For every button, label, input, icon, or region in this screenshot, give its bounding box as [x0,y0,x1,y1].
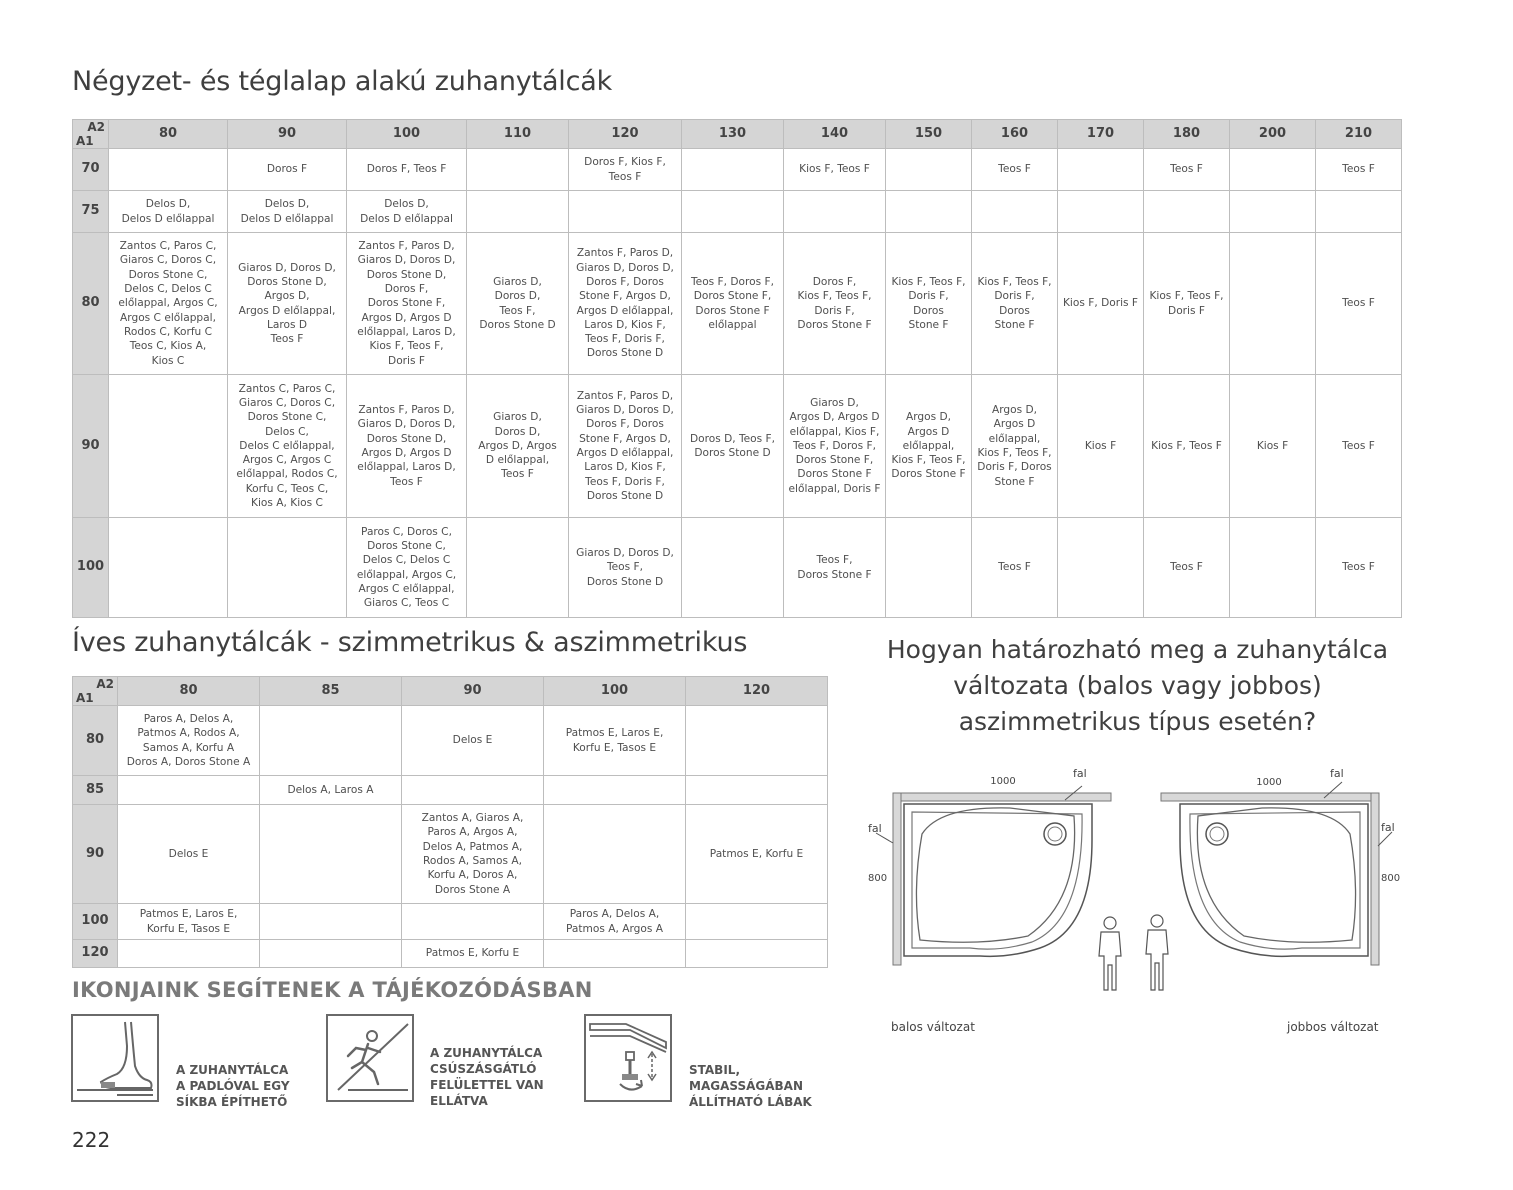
table-row [73,706,828,776]
square-trays-table [72,119,1402,618]
table-row [73,940,828,968]
table-cell: Delos D, Delos D előlappal [347,191,467,233]
column-header: 80 [118,677,260,706]
table-cell: Teos F [1316,149,1402,191]
table-cell: Zantos C, Paros C, Giaros C, Doros C, Doros Stone C, Delos C, Delos C előlappal, Argos C, Argos C előlappal, Rodos C, Korfu C, Teos C, Kios A, Kios C [228,375,347,518]
left-version-drawing [876,786,1111,965]
table-cell [402,776,544,805]
table-cell: Giaros D, Argos D, Argos D előlappal, Kios F, Teos F, Doros F, Doros Stone F, Doros Stone F előlappal, Doris F [784,375,886,518]
column-header: 100 [544,677,686,706]
table-cell [260,805,402,904]
table-cell: Teos F [1316,233,1402,375]
corner-a2-label: A2 [96,677,114,691]
right-height-label: 800 [1381,873,1400,884]
tray-orientation-diagram [860,760,1400,1040]
column-header: 180 [1144,120,1230,149]
table-cell [228,518,347,618]
table-cell [972,191,1058,233]
column-header: 100 [347,120,467,149]
table-cell: Teos F [1144,518,1230,618]
table-cell [1316,191,1402,233]
corner-a1-label: A1 [76,133,94,148]
left-version-caption: balos változat [891,1020,975,1034]
column-header: 140 [784,120,886,149]
table-cell: Zantos F, Paros D, Giaros D, Doros D, Doros Stone D, Doros F, Doros Stone F, Argos D, Argos D előlappal, Laros D, Kios F, Teos F, Doris F [347,233,467,375]
column-header: 150 [886,120,972,149]
left-wall-top-label: fal [1073,767,1087,780]
column-header: 80 [109,120,228,149]
table-cell: Kios F, Teos F [1144,375,1230,518]
table-cell: Doros F, Teos F [347,149,467,191]
table-cell [1058,149,1144,191]
page-number: 222 [72,1128,111,1152]
table-cell: Teos F, Doros Stone F [784,518,886,618]
table-cell [686,940,828,968]
right-version-caption: jobbos változat [1287,1020,1379,1034]
table-cell [686,904,828,940]
table-cell: Zantos F, Paros D, Giaros D, Doros D, Doros Stone D, Argos D, Argos D előlappal, Laros D, Teos F [347,375,467,518]
table-cell [260,940,402,968]
table-cell [1058,191,1144,233]
row-header: 90 [73,805,118,904]
table-cell [467,518,569,618]
table-cell: Doros F, Kios F, Teos F, Doris F, Doros Stone F [784,233,886,375]
table-row [73,904,828,940]
table-cell [544,940,686,968]
floor-level-foot-icon [71,1014,159,1102]
table-cell [118,776,260,805]
table-cell: Zantos A, Giaros A, Paros A, Argos A, Delos A, Patmos A, Rodos A, Samos A, Korfu A, Doros A, Doros Stone A [402,805,544,904]
table-corner [73,677,118,706]
right-width-label: 1000 [1256,777,1282,788]
icon-label-floor-level: A ZUHANYTÁLCA A PADLÓVAL EGY SÍKBA ÉPÍTHETŐ [176,1063,290,1109]
table-cell: Doros D, Teos F, Doros Stone D [682,375,784,518]
table-cell: Patmos E, Korfu E [402,940,544,968]
table-corner [73,120,109,149]
column-header: 160 [972,120,1058,149]
table-cell: Kios F, Teos F, Doris F, Doros Stone F [972,233,1058,375]
table-cell: Zantos F, Paros D, Giaros D, Doros D, Doros F, Doros Stone F, Argos D, Argos D előlappal, Laros D, Kios F, Teos F, Doris F, Doros Stone D [569,233,682,375]
table-row [73,518,1402,618]
column-header: 130 [682,120,784,149]
table-cell [544,776,686,805]
table-cell: Teos F [972,149,1058,191]
table-cell: Kios F, Teos F [784,149,886,191]
person-icon [1099,915,1168,990]
table-cell [886,191,972,233]
row-header: 90 [73,375,109,518]
table-cell: Delos D, Delos D előlappal [228,191,347,233]
table-cell [1058,518,1144,618]
table-cell: Teos F [1316,518,1402,618]
table-cell [467,149,569,191]
row-header: 100 [73,904,118,940]
row-header: 120 [73,940,118,968]
table-cell: Kios F [1230,375,1316,518]
table-row [73,149,1402,191]
table-cell: Kios F [1058,375,1144,518]
column-header: 85 [260,677,402,706]
table-cell [467,191,569,233]
table-cell: Doros F [228,149,347,191]
table-cell: Giaros D, Doros D, Argos D, Argos D előlappal, Teos F [467,375,569,518]
table-row [73,233,1402,375]
table-cell [109,375,228,518]
table-cell [1230,518,1316,618]
table-row [73,776,828,805]
table-cell: Kios F, Doris F [1058,233,1144,375]
table-cell: Paros A, Delos A, Patmos A, Rodos A, Samos A, Korfu A Doros A, Doros Stone A [118,706,260,776]
table-cell [784,191,886,233]
column-header: 120 [686,677,828,706]
right-wall-side-label: fal [1381,821,1395,834]
table-cell: Giaros D, Doros D, Doros Stone D, Argos D, Argos D előlappal, Laros D Teos F [228,233,347,375]
table-cell: Giaros D, Doros D, Teos F, Doros Stone D [467,233,569,375]
table-cell [886,518,972,618]
table-cell [1144,191,1230,233]
table-cell [118,940,260,968]
left-wall-side-label: fal [868,822,882,835]
table-cell: Delos E [402,706,544,776]
table-cell: Delos D, Delos D előlappal [109,191,228,233]
table-header-row [73,677,828,706]
table-cell [686,706,828,776]
column-header: 90 [402,677,544,706]
table-cell [544,805,686,904]
column-header: 170 [1058,120,1144,149]
column-header: 210 [1316,120,1402,149]
row-header: 70 [73,149,109,191]
adjustable-legs-icon [584,1014,672,1102]
row-header: 100 [73,518,109,618]
table-row [73,191,1402,233]
table-cell [682,518,784,618]
table-cell [569,191,682,233]
table-cell: Paros C, Doros C, Doros Stone C, Delos C, Delos C előlappal, Argos C, Argos C előlappal, Giaros C, Teos C [347,518,467,618]
table-cell: Patmos E, Korfu E [686,805,828,904]
table-cell: Teos F [972,518,1058,618]
icon-label-anti-slip: A ZUHANYTÁLCA CSÚSZÁSGÁTLÓ FELÜLETTEL VAN ELLÁTVA [430,1046,544,1108]
column-header: 120 [569,120,682,149]
table-cell: Zantos C, Paros C, Giaros C, Doros C, Doros Stone C, Delos C, Delos C előlappal, Argos C, Argos C előlappal, Rodos C, Korfu C Teos C, Kios A, Kios C [109,233,228,375]
table-cell [1230,149,1316,191]
table-cell [682,191,784,233]
curved-trays-table [72,676,828,968]
table-cell: Kios F, Teos F, Doris F, Doros Stone F [886,233,972,375]
table-cell [109,518,228,618]
column-header: 110 [467,120,569,149]
howto-title: Hogyan határozható meg a zuhanytálca változata (balos vagy jobbos) aszimmetrikus típus esetén? [886,635,1389,736]
row-header: 85 [73,776,118,805]
right-wall-top-label: fal [1330,767,1344,780]
table-row [73,375,1402,518]
table-cell [1230,233,1316,375]
table-cell: Patmos E, Laros E, Korfu E, Tasos E [544,706,686,776]
icon-label-adjustable-legs: STABIL, MAGASSÁGÁBAN ÁLLÍTHATÓ LÁBAK [689,1063,812,1109]
corner-a2-label: A2 [87,120,105,134]
anti-slip-icon [326,1014,414,1102]
left-width-label: 1000 [990,776,1016,787]
table-cell [109,149,228,191]
icons-section-title: IKONJAINK SEGÍTENEK A TÁJÉKOZÓDÁSBAN [72,978,593,1002]
table-cell [886,149,972,191]
table-cell: Kios F, Teos F, Doris F [1144,233,1230,375]
table-cell: Teos F, Doros F, Doros Stone F, Doros Stone F előlappal [682,233,784,375]
table-cell [682,149,784,191]
table-cell: Giaros D, Doros D, Teos F, Doros Stone D [569,518,682,618]
table-cell: Argos D, Argos D előlappal, Kios F, Teos F, Doris F, Doros Stone F [972,375,1058,518]
table-cell [260,706,402,776]
table-cell: Zantos F, Paros D, Giaros D, Doros D, Doros F, Doros Stone F, Argos D, Argos D előlappal, Laros D, Kios F, Teos F, Doris F, Doros Stone D [569,375,682,518]
corner-a1-label: A1 [76,690,94,705]
table-cell: Delos A, Laros A [260,776,402,805]
table-cell [1230,191,1316,233]
table-cell: Patmos E, Laros E, Korfu E, Tasos E [118,904,260,940]
left-height-label: 800 [868,873,888,884]
row-header: 80 [73,706,118,776]
table-cell [260,904,402,940]
table-cell: Doros F, Kios F, Teos F [569,149,682,191]
table-cell [686,776,828,805]
table-row [73,805,828,904]
row-header: 80 [73,233,109,375]
table-cell: Teos F [1316,375,1402,518]
column-header: 200 [1230,120,1316,149]
table-cell: Paros A, Delos A, Patmos A, Argos A [544,904,686,940]
table-cell [402,904,544,940]
table-cell: Delos E [118,805,260,904]
table-cell: Teos F [1144,149,1230,191]
column-header: 90 [228,120,347,149]
right-version-drawing [1161,782,1392,965]
row-header: 75 [73,191,109,233]
section-title-curved: Íves zuhanytálcák - szimmetrikus & aszimmetrikus [72,627,748,658]
table-cell: Argos D, Argos D előlappal, Kios F, Teos F, Doros Stone F [886,375,972,518]
table-header-row [73,120,1402,149]
section-title-square: Négyzet- és téglalap alakú zuhanytálcák [72,66,613,97]
